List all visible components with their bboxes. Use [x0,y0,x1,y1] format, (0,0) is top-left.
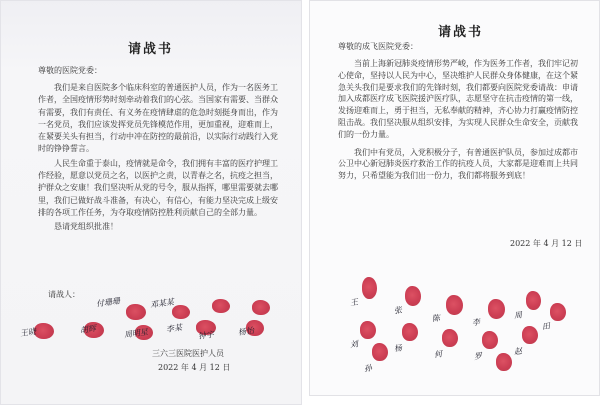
signature-name: 周明星 [123,327,149,340]
left-paragraph-3: 恳请党组织批准！ [54,222,118,232]
signature-name: 杨 [393,343,403,354]
right-letter-date: 2022 年 4 月 12 日 [510,239,583,248]
left-paragraph-1: 我们是来自医院多个临床科室的普通医护人员，作为一名医务工作者，全国疫情形势时刻牵动着我们的心弦。当国家有需要、当群众有需要，我们有责任、有义务在疫情肆虐的危急时刻挺身而出，作为一名党员，我们应该发挥党员先锋模范作用，更加重视，迎难而上，在紧要关头有担当，行动中冲在防控的最前沿，以实际行动践行入党时的铮铮誓言。 [38,83,278,154]
fingerprint [550,303,566,321]
fingerprint [252,300,270,315]
signature-name: 田 [541,321,551,332]
fingerprint [372,343,388,361]
signature-name: 钟宇 [197,329,215,342]
signature-name: 邓某某 [149,297,175,310]
fingerprint [482,331,498,349]
fingerprint [526,291,541,310]
signature-name: 陈 [431,313,441,324]
left-letter-title: 请战书 [128,42,174,57]
right-letter-salutation: 尊敬的成飞医院党委： [338,42,418,51]
left-letter-salutation: 尊敬的医院党委： [38,66,102,75]
signature-name: 罗 [473,351,483,362]
fingerprint [34,323,54,339]
right-paragraph-1: 当前上海新冠肺炎疫情形势严峻，作为医务工作者，我们牢记初心使命，坚持以人民为中心，坚决维护人民群众身体健康，在这个紧急关头我们是要求我们的先锋时刻，我们都要向医院党委请战：申请加入成都医疗成飞医院援沪医疗队，志愿坚守在抗击疫情的第一线，发扬迎难而上，勇于担当，无私奉献的精神，齐心协力打赢疫情防控阻击战。我们坚决服从组织安排，为实现人民群众生命安全，贡献我们的一份力量。 [338,59,578,139]
right-letter-body [338,58,582,182]
signature-name: 何 [433,349,443,360]
signature-name: 杨怡 [237,325,255,338]
right-paragraph-2: 我们中有党员，入党积极分子，有普通医护队员，参加过成都市公卫中心新冠肺炎医疗救治工作的抗疫人员，大家都是迎难而上共同努力，只希望能为我们出一份力，我们都将服务到底！ [338,147,578,181]
signature-name: 付珊珊 [95,296,121,309]
left-letter-date: 2022 年 4 月 12 日 [158,363,231,372]
fingerprint [362,277,377,299]
signature-name: 李 [471,317,481,328]
fingerprint [405,286,421,306]
right-letter-sheet [309,0,600,396]
signature-name: 孙 [363,363,373,374]
right-letter-title: 请战书 [438,25,484,40]
fingerprint [488,299,505,319]
fingerprint [442,329,458,347]
signature-name: 王 [349,297,359,308]
signature-name: 赵 [513,346,523,357]
fingerprint [360,321,376,339]
left-signatures-label: 请战人： [48,290,80,299]
signature-name: 刘 [349,339,359,350]
signature-name: 李某 [165,322,183,335]
signature-name: 周 [513,310,523,321]
fingerprint [496,353,512,371]
signature-name: 王晓 [19,326,37,339]
left-letter-org: 三六三医院医护人员 [152,349,224,358]
fingerprint [212,299,230,313]
fingerprint [446,295,463,315]
fingerprint [402,323,418,341]
signature-name: 张 [393,305,403,316]
signature-name: 胡辉 [79,323,97,336]
left-paragraph-2: 人民生命重于泰山，疫情就是命令，我们拥有丰富的医疗护理工作经验，愿意以党员之名，以医护之责，以青春之名，抗疫之担当，护群众之安康！我们坚决听从党的号令，服从指挥，哪里需要就去哪里，我们已做好战斗准备，有决心，有信心，有能力坚决完成上级安排的各项工作任务，为夺取疫情防控胜利贡献自己的全部力量。 [38,158,278,217]
left-letter-body [38,82,278,234]
fingerprint [126,304,146,320]
fingerprint [522,326,538,344]
